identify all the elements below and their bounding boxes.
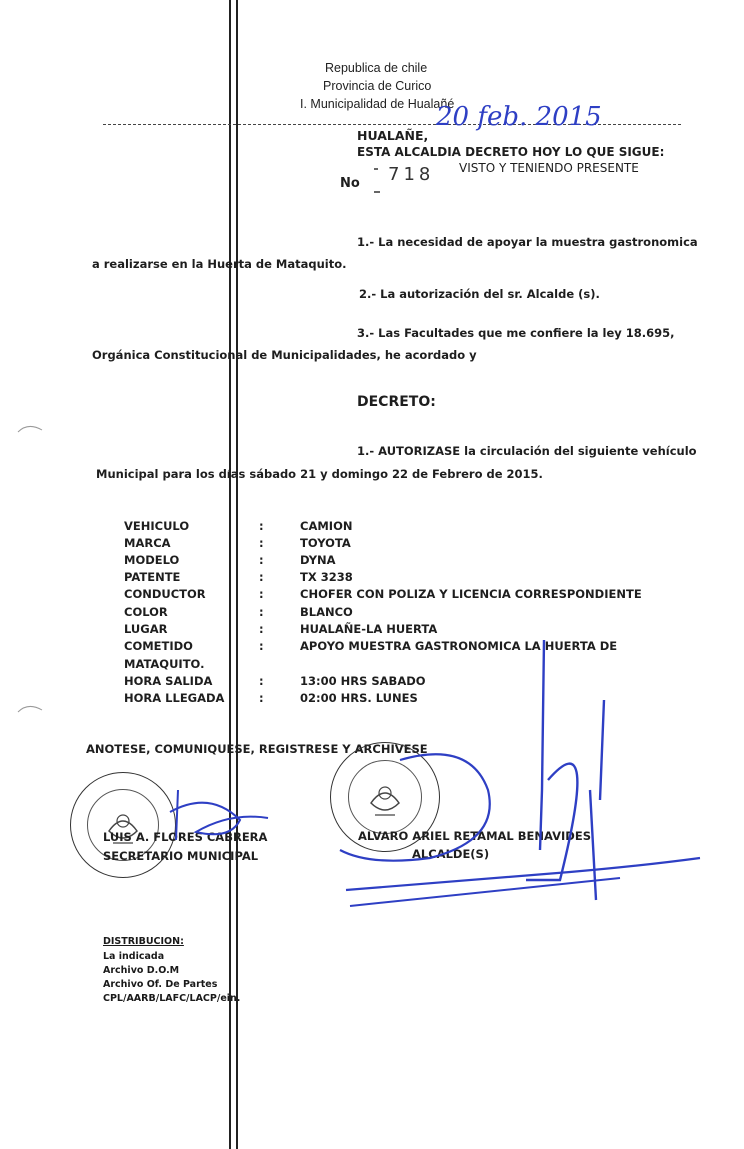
field-colon: : (259, 519, 264, 533)
field-label: MARCA (124, 536, 171, 550)
signatory-right-title: ALCALDE(S) (412, 847, 490, 861)
binding-line-right (236, 0, 238, 1149)
decreto-heading: DECRETO: (357, 394, 436, 410)
field-colon: : (259, 587, 264, 601)
consideration-2: 2.- La autorización del sr. Alcalde (s). (359, 287, 600, 301)
field-value: CHOFER CON POLIZA Y LICENCIA CORRESPONDIENTE (300, 587, 642, 601)
field-value: BLANCO (300, 605, 353, 619)
field-colon: : (259, 553, 264, 567)
field-colon: : (259, 570, 264, 584)
consideration-3-line1: 3.- Las Facultades que me confiere la ley 18.695, (357, 326, 675, 340)
field-value: APOYO MUESTRA GASTRONOMICA LA HUERTA DE (300, 639, 618, 653)
field-colon: : (259, 691, 264, 705)
signatory-right-name: ALVARO ARIEL RETAMAL BENAVIDES (358, 829, 591, 843)
distribution-item: Archivo D.O.M (103, 965, 180, 976)
intro-text: ESTA ALCALDIA DECRETO HOY LO QUE SIGUE: (357, 145, 665, 159)
handwritten-date: 20 feb. 2015 (436, 102, 602, 132)
signatory-left-title: SECRETARIO MUNICIPAL (103, 849, 259, 863)
punch-mark-icon (14, 420, 44, 450)
field-value: 02:00 HRS. LUNES (300, 691, 418, 705)
field-label: PATENTE (124, 570, 181, 584)
distribution-heading: DISTRIBUCION: (103, 936, 184, 947)
binding-line-left (229, 0, 231, 1149)
field-value: DYNA (300, 553, 336, 567)
decree-prefix: No (340, 176, 360, 191)
field-colon: : (259, 536, 264, 550)
field-colon: : (259, 605, 264, 619)
field-label: HORA SALIDA (124, 674, 213, 688)
header-country: Republica de chile (325, 61, 428, 75)
punch-mark-icon (14, 700, 44, 730)
field-label: VEHICULO (124, 519, 190, 533)
signatory-left-name: LUIS A. FLORES CABRERA (103, 830, 268, 844)
consideration-1-line1: 1.- La necesidad de apoyar la muestra gastronomica (357, 235, 698, 249)
visto-text: VISTO Y TENIENDO PRESENTE (459, 161, 639, 175)
field-label: LUGAR (124, 622, 168, 636)
closing-text: ANOTESE, COMUNIQUESE, REGISTRESE Y ARCHIVESE (86, 742, 428, 756)
date-place: HUALAÑE, (357, 128, 429, 143)
field-label: HORA LLEGADA (124, 691, 225, 705)
consideration-1-line2: a realizarse en la Huerta de Mataquito. (92, 257, 347, 271)
field-value: TX 3238 (300, 570, 353, 584)
field-label: COMETIDO (124, 639, 193, 653)
field-value: CAMION (300, 519, 353, 533)
article-line1: 1.- AUTORIZASE la circulación del siguiente vehículo (357, 444, 697, 458)
field-label: CONDUCTOR (124, 587, 206, 601)
distribution-item: Archivo Of. De Partes (103, 979, 218, 990)
field-colon: : (259, 674, 264, 688)
distribution-item: La indicada (103, 951, 165, 962)
field-label: MATAQUITO. (124, 657, 205, 671)
header-province: Provincia de Curico (323, 79, 432, 93)
field-label: MODELO (124, 553, 180, 567)
field-colon: : (259, 639, 264, 653)
field-value: TOYOTA (300, 536, 351, 550)
field-colon: : (259, 622, 264, 636)
field-value: 13:00 HRS SABADO (300, 674, 426, 688)
field-label: COLOR (124, 605, 168, 619)
decree-number: 718 (388, 164, 435, 185)
consideration-3-line2: Orgánica Constitucional de Municipalidades, he acordado y (92, 348, 477, 362)
distribution-item: CPL/AARB/LAFC/LACP/ein. (103, 993, 241, 1004)
header-municipality: I. Municipalidad de Hualañé (300, 97, 455, 111)
field-value: HUALAÑE-LA HUERTA (300, 622, 438, 636)
article-line2: Municipal para los días sábado 21 y domingo 22 de Febrero de 2015. (96, 467, 543, 481)
